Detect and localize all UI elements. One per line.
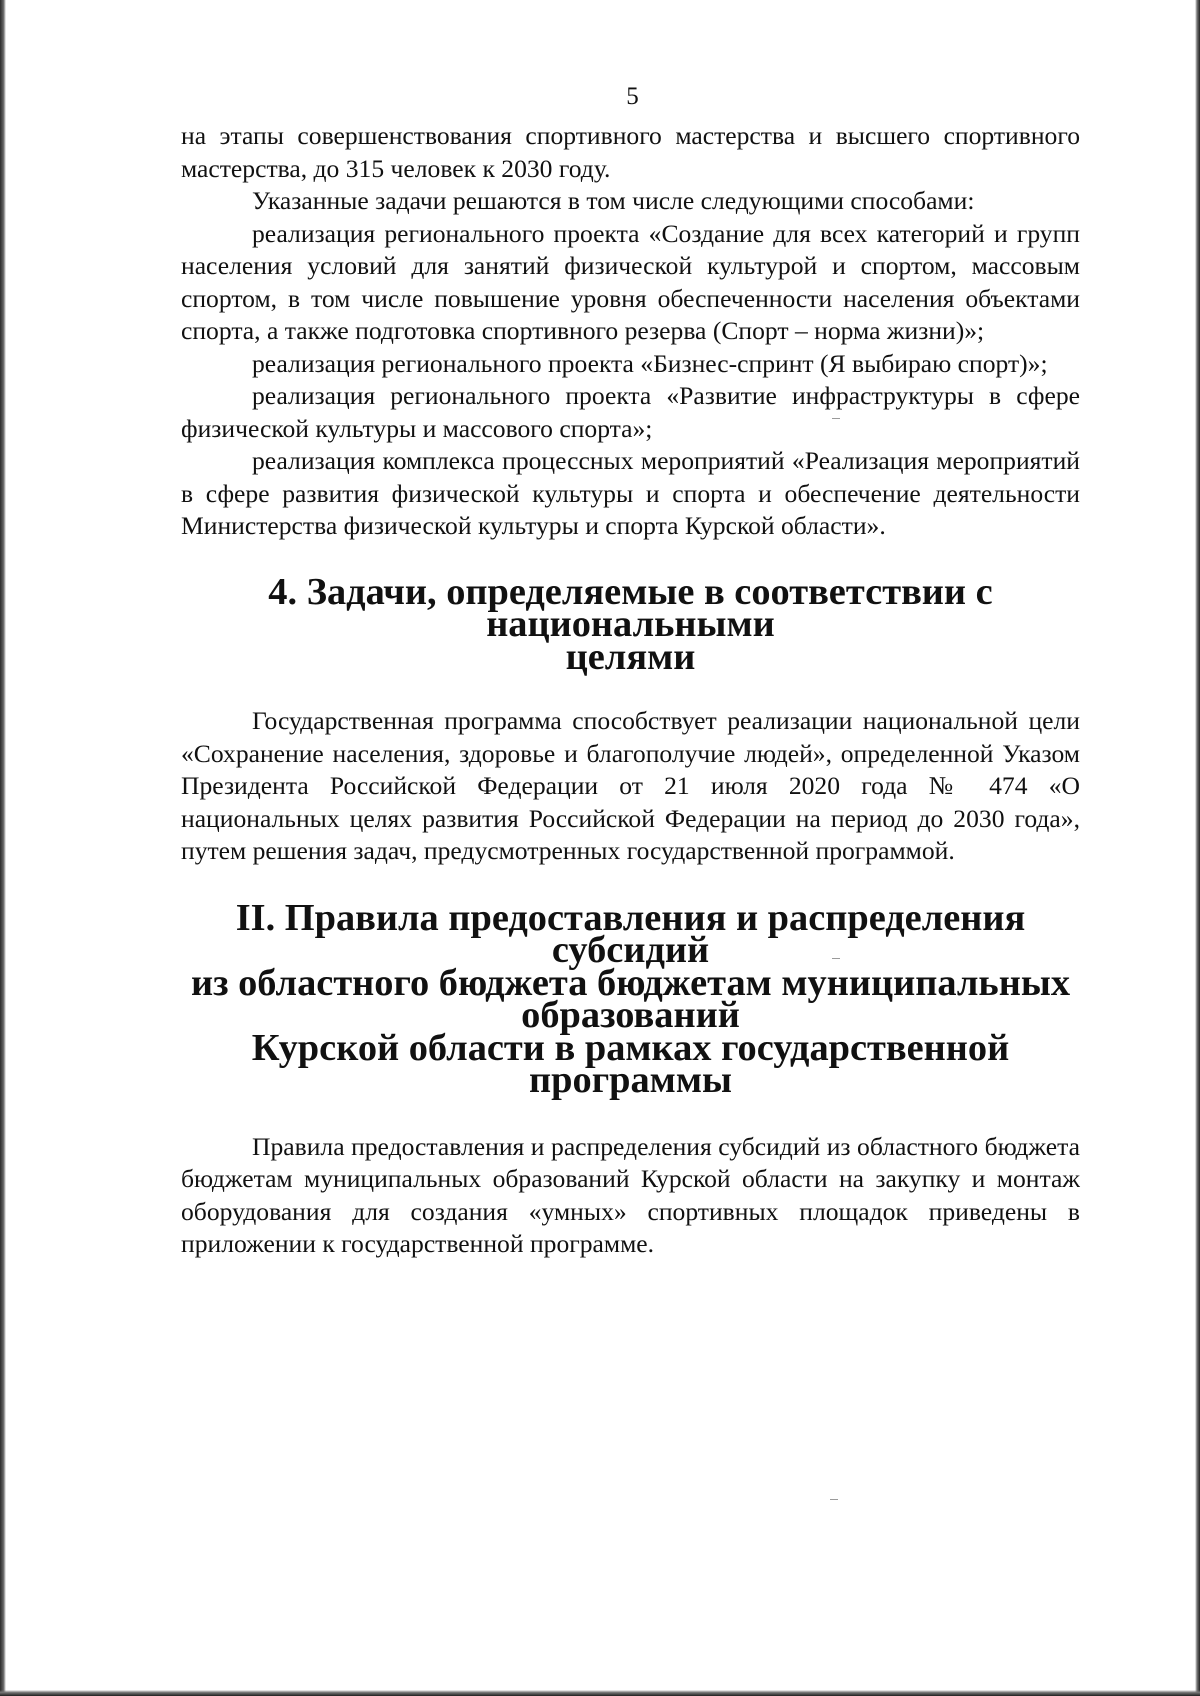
section-4-paragraph: Государственная программа способствует реализации национальной цели «Сохранение населения, здоровье и благополучие людей», определенной Указом Президента Российской Федерации от 21 июля 2020 года № 474 «О национальных целях развития Российской Федерации на период до 2030 года», путем решения задач, предусмотренных государственной программой. bbox=[181, 706, 1080, 865]
paragraph-process-measures: реализация комплекса процессных мероприятий «Реализация мероприятий в сфере развития физической культуры и спорта и обеспечение деятельности Министерства физической культуры и спорта Курской области». bbox=[181, 446, 1080, 540]
paragraph-project-infrastructure: реализация регионального проекта «Развитие инфраструктуры в сфере физической культуры и массового спорта»; bbox=[181, 381, 1080, 443]
spacer bbox=[181, 673, 1080, 705]
scan-border-left bbox=[0, 0, 6, 1696]
paragraph-methods-intro: Указанные задачи решаются в том числе следующими способами: bbox=[252, 186, 975, 215]
document-body bbox=[181, 120, 1080, 1261]
spacer bbox=[181, 1097, 1080, 1131]
scan-speck bbox=[830, 1499, 838, 1500]
section-2-paragraph: Правила предоставления и распределения субсидий из областного бюджета бюджетам муниципальных образований Курской области на закупку и монтаж оборудования для создания «умных» спортивных площадок приведены в приложении к государственной программе. bbox=[181, 1131, 1080, 1258]
section-4-heading bbox=[181, 570, 1080, 678]
paragraph-project-business-sprint: реализация регионального проекта «Бизнес-спринт (Я выбираю спорт)»; bbox=[252, 348, 1048, 378]
scan-speck bbox=[832, 958, 840, 959]
section-4-heading-line-2: целями bbox=[565, 635, 696, 678]
section-2-heading-line-3: Курской области в рамках государственной программы bbox=[251, 1026, 1010, 1101]
scan-border-bottom bbox=[0, 1690, 1200, 1696]
section-2-heading-line-1: II. Правила предоставления и распределения субсидий bbox=[235, 896, 1026, 971]
paragraph-project-sport-norm: реализация регионального проекта «Создание для всех категорий и групп населения условий для занятий физической культурой и спортом, массовым спортом, в том числе повышение уровня обеспеченности населения объектами спорта, а также подготовка спортивного резерва (Спорт – норма жизни)»; bbox=[181, 218, 1080, 345]
section-2-heading-line-2: из областного бюджета бюджетам муниципальных образований bbox=[190, 961, 1071, 1036]
paragraph-continuation: на этапы совершенствования спортивного мастерства и высшего спортивного мастерства, до 315 человек к 2030 году. bbox=[181, 121, 1080, 183]
section-4-heading-line-1: 4. Задачи, определяемые в соответствии с национальными bbox=[268, 570, 993, 645]
page-number: 5 bbox=[626, 83, 639, 110]
scan-speck bbox=[832, 418, 840, 419]
section-2-heading bbox=[181, 896, 1080, 1101]
scan-border-right bbox=[1195, 0, 1200, 1696]
